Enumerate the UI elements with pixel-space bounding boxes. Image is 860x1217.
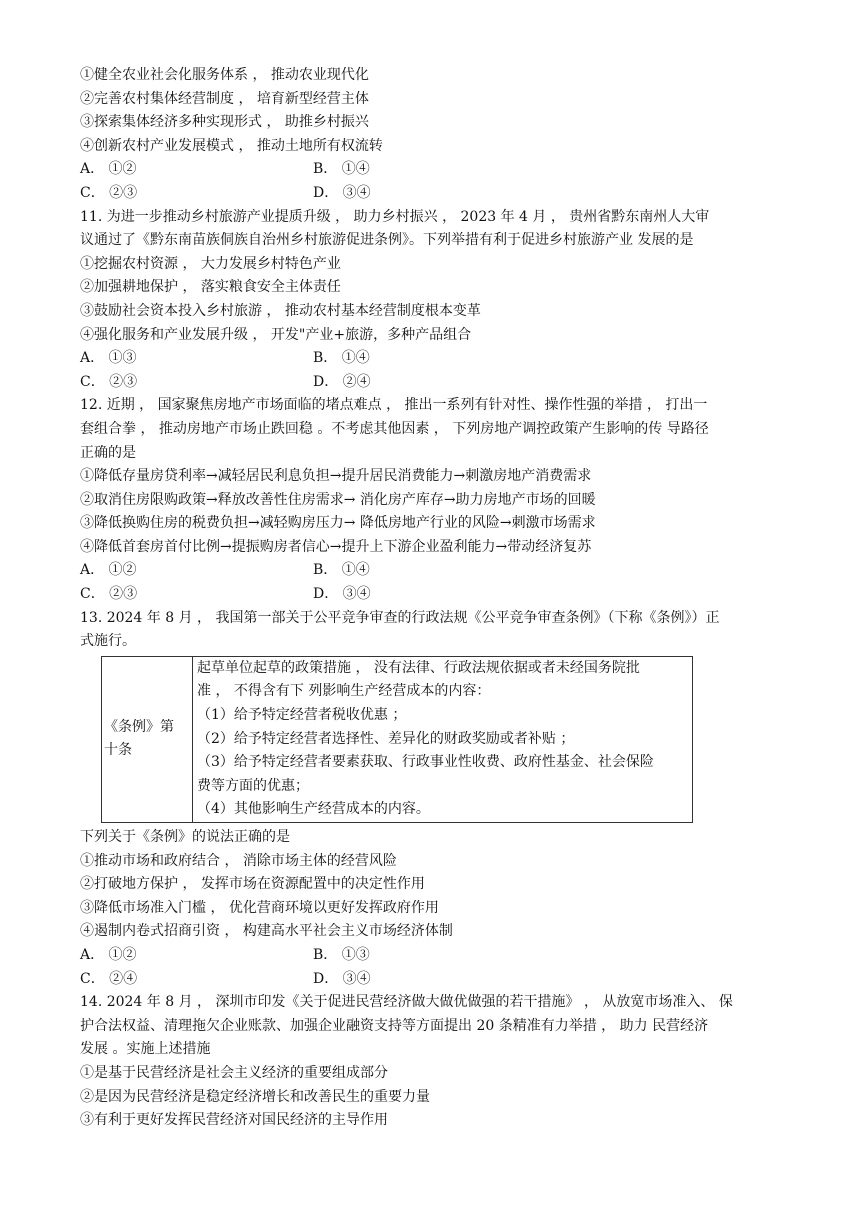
question-12 (80, 394, 780, 606)
q14-stem-line-1: 14. 2024 年 8 月 ， 深圳市印发《关于促进民营经济做大做优做强的若干措施》 ， 从放宽市场准入、 保 (80, 994, 733, 1011)
regulation-article-content-cell (193, 656, 693, 822)
q12-option-c[interactable]: C． ②③ (80, 586, 138, 603)
regulation-content-line-4: （2）给予特定经营者选择性、差异化的财政奖励或者补贴 ； (197, 730, 575, 747)
q10-option-b[interactable]: B． ①④ (313, 161, 370, 178)
regulation-content-line-5: （3）给予特定经营者要素获取、行政事业性收费、政府性基金、社会保险 (197, 754, 654, 771)
q10-options-row-1 (80, 158, 780, 182)
regulation-article-label-line-1: 《条例》第 (104, 718, 174, 735)
q12-stem-line-1: 12. 近期 ， 国家聚焦房地产市场面临的堵点难点 ， 推出一系列有针对性、操作性强的举措 ， 打出一 (80, 397, 708, 414)
q11-item-2: ②加强耕地保护 ， 落实粮食安全主体责任 (80, 279, 341, 296)
q12-option-a[interactable]: A． ①② (80, 562, 137, 579)
q10-option-c[interactable]: C． ②③ (80, 184, 138, 201)
question-11 (80, 206, 780, 395)
q13-stem-line-2: 式施行。 (80, 633, 136, 650)
q13-stem-line-1: 13. 2024 年 8 月 ， 我国第一部关于公平竞争审查的行政法规《公平竞争审查条例》（下称《条例》）正 (80, 609, 720, 626)
page-content (80, 64, 780, 1133)
q13-item-4: ④遏制内卷式招商引资 ， 构建高水平社会主义市场经济体制 (80, 923, 453, 940)
q12-item-2: ②取消住房限购政策→释放改善性住房需求→ 消化房产库存→助力房地产市场的回暖 (80, 491, 596, 508)
q11-options-row-2 (80, 371, 780, 395)
question-13 (80, 607, 780, 992)
q10-item-3: ③探索集体经济多种实现形式 ， 助推乡村振兴 (80, 114, 369, 131)
q10-item-2: ②完善农村集体经营制度 ， 培育新型经营主体 (80, 90, 369, 107)
q13-option-a[interactable]: A． ①② (80, 946, 137, 963)
q13-option-b[interactable]: B． ①③ (313, 946, 370, 963)
regulation-content-line-3: （1）给予特定经营者税收优惠 ； (197, 707, 407, 724)
q12-item-1: ①降低存量房贷利率→减轻居民利息负担→提升居民消费能力→刺激房地产消费需求 (80, 468, 592, 485)
q13-item-3: ③降低市场准入门槛 ， 优化营商环境以更好发挥政府作用 (80, 899, 439, 916)
regulation-article-label-line-2: 十条 (104, 742, 132, 759)
regulation-article-label-cell (102, 656, 193, 822)
q14-item-1: ①是基于民营经济是社会主义经济的重要组成部分 (80, 1064, 388, 1081)
q12-option-b[interactable]: B． ①④ (313, 562, 370, 579)
regulation-content-line-2: 准 ， 不得含有下 列影响生产经营成本的内容： (197, 683, 491, 700)
q11-item-3: ③鼓励社会资本投入乡村旅游 ， 推动农村基本经营制度根本变革 (80, 302, 481, 319)
q12-item-4: ④降低首套房首付比例→提振购房者信心→提升上下游企业盈利能力→带动经济复苏 (80, 538, 592, 555)
q12-stem-line-3: 正确的是 (80, 444, 136, 461)
q14-stem-line-2: 护合法权益、清理拖欠企业账款、加强企业融资支持等方面提出 20 条精准有力举措 ， 助力 民营经济 (80, 1017, 709, 1034)
q10-options-row-2 (80, 182, 780, 206)
regulation-content-line-7: （4）其他影响生产经营成本的内容。 (197, 801, 430, 818)
q13-item-2: ②打破地方保护 ， 发挥市场在资源配置中的决定性作用 (80, 876, 425, 893)
q12-options-row-1 (80, 559, 780, 583)
q11-item-4: ④强化服务和产业发展升级 ， 开发"产业+旅游，多种产品组合 (80, 326, 472, 343)
q12-item-3: ③降低换购住房的税费负担→减轻购房压力→ 降低房地产行业的风险→刺激市场需求 (80, 515, 596, 532)
question-10-tail (80, 64, 780, 206)
q14-item-2: ②是因为民营经济是稳定经济增长和改善民生的重要力量 (80, 1088, 430, 1105)
regulation-content-line-6: 费等方面的优惠； (197, 777, 309, 794)
q11-option-a[interactable]: A． ①③ (80, 350, 137, 367)
q10-option-d[interactable]: D． ③④ (313, 184, 371, 201)
q10-item-4: ④创新农村产业发展模式 ， 推动土地所有权流转 (80, 137, 383, 154)
q11-item-1: ①挖掘农村资源 ， 大力发展乡村特色产业 (80, 255, 341, 272)
regulation-table (101, 656, 693, 823)
q13-item-1: ①推动市场和政府结合 ， 消除市场主体的经营风险 (80, 852, 397, 869)
q10-item-1: ①健全农业社会化服务体系 ， 推动农业现代化 (80, 67, 369, 83)
q11-option-d[interactable]: D． ②④ (313, 373, 371, 390)
q12-stem-line-2: 套组合拳 ， 推动房地产市场止跌回稳 。不考虑其他因素 ， 下列房地产调控政策产生影响的传 导路径 (80, 420, 709, 437)
q12-options-row-2 (80, 583, 780, 607)
regulation-content-line-1: 起草单位起草的政策措施 ， 没有法律、行政法规依据或者未经国务院批 (197, 659, 640, 676)
q14-stem-line-3: 发展 。实施上述措施 (80, 1041, 211, 1058)
q11-option-b[interactable]: B． ①④ (313, 350, 370, 367)
q11-option-c[interactable]: C． ②③ (80, 373, 138, 390)
q10-option-a[interactable]: A． ①② (80, 161, 137, 178)
question-14 (80, 991, 780, 1133)
regulation-table-row (102, 656, 693, 822)
q11-options-row-1 (80, 347, 780, 371)
q13-options-row-1 (80, 944, 780, 968)
q13-options-row-2 (80, 968, 780, 992)
q11-stem-line-1: 11. 为进一步推动乡村旅游产业提质升级 ， 助力乡村振兴 ， 2023 年 4 月 ， 贵州省黔东南州人大审 (80, 208, 710, 225)
q13-question: 下列关于《条例》的说法正确的是 (80, 829, 290, 845)
q13-option-d[interactable]: D． ③④ (313, 970, 371, 987)
q11-stem-line-2: 议通过了《黔东南苗族侗族自治州乡村旅游促进条例》。下列举措有利于促进乡村旅游产业 发展的是 (80, 232, 694, 249)
q13-option-c[interactable]: C． ②④ (80, 970, 138, 987)
q12-option-d[interactable]: D． ③④ (313, 586, 371, 603)
q14-item-3: ③有利于更好发挥民营经济对国民经济的主导作用 (80, 1112, 388, 1129)
